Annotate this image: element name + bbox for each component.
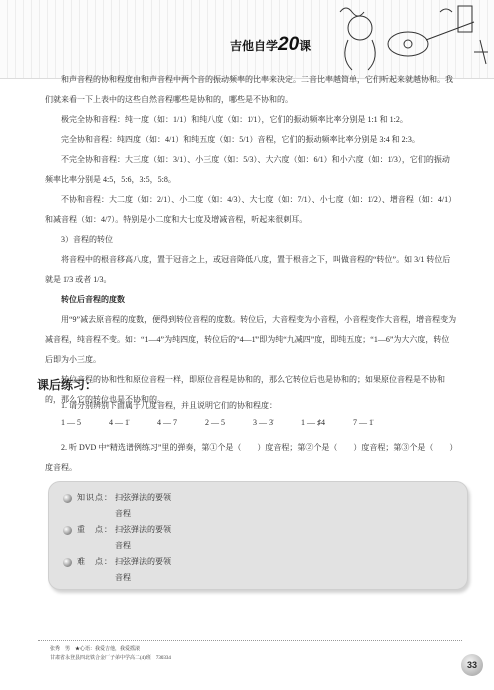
key-point-row [63, 554, 171, 570]
key-point-row [63, 522, 171, 538]
book-title-prefix: 吉他自学 [230, 39, 279, 53]
paragraph: 不完全协和音程：大三度（如：3/1）、小三度（如：5/3）、大六度（如：6/1）和小六度（如：1̇/3），它们的振动频率比率分别是 4:5，5:6，3:5，5:8。 [45, 155, 450, 184]
bullet-icon [63, 558, 72, 567]
paragraph: 3）音程的转位 [61, 235, 113, 244]
book-title [230, 34, 311, 56]
footer-line: 甘肃省永登县四北铁合金厂子弟中学高二(4)班 730334 [50, 656, 171, 661]
bullet-icon [63, 526, 72, 535]
interval-item: 1 — 5 [61, 418, 81, 427]
interval-item: 2 — 5 [205, 418, 225, 427]
book-title-suffix: 课 [299, 39, 312, 53]
key-point-continuation: 音程 [115, 573, 131, 582]
footer-line: 张秀 男 ★心语：我爱吉他，我爱摇滚 [50, 647, 141, 652]
key-point-label: 重 点： [77, 525, 113, 534]
exercise-question-2 [45, 438, 457, 478]
book-title-number: 20 [278, 34, 300, 55]
key-point-label: 知识点： [77, 493, 113, 502]
interval-item: 1 — ♯4 [301, 418, 325, 427]
paragraph: 完全协和音程：纯四度（如：4/1）和纯五度（如：5/1）音程，它们的振动频率比率分别是 3:4 和 2:3。 [61, 135, 420, 144]
key-point-value: 扫弦弹法的要领 [115, 525, 171, 534]
paragraph: 极完全协和音程：纯一度（如：1/1）和纯八度（如：1̇/1），它们的振动频率比率分别是 1:1 和 1:2。 [61, 115, 408, 124]
paragraph: 和声音程的协和程度由和声音程中两个音的振动频率的比率来决定。二音比率越简单，它们听起来就越协和。我们就来看一下上表中的这些自然音程哪些是协和的，哪些是不协和的。 [45, 75, 453, 104]
key-point-continuation: 音程 [115, 541, 131, 550]
interval-item: 4 — 7 [157, 418, 177, 427]
key-point-continuation: 音程 [115, 509, 131, 518]
bullet-icon [63, 494, 72, 503]
exercise-question-1-text: 1. 请分别辨别下面属于几度音程，并且说明它们的协和程度： [61, 401, 277, 410]
page-header [0, 0, 494, 79]
key-points-box [48, 481, 468, 590]
key-point-value: 扫弦弹法的要领 [115, 557, 171, 566]
paragraph: 转位音程的协和性和原位音程一样，即原位音程是协和的，那么它转位后也是协和的；如果原位音程是不协和的，那么它的转位也是不协和的。 [45, 375, 445, 404]
paragraph: 不协和音程：大二度（如：2/1）、小二度（如：4/3）、大七度（如：7/1）、小七度（如：1̇/2）、增音程（如：4/1）和减音程（如：4/7）。特别是小二度和大七度及增减音程，听起来很刺耳。 [45, 195, 457, 224]
interval-item: 7 — 1̇ [353, 418, 373, 427]
exercise-question-2-text: 2. 听 DVD 中“精选谱例练习”里的弹奏，第①个是（ ）度音程；第②个是（ ）度音程；第③个是（ ）度音程。 [45, 443, 454, 472]
main-text [45, 70, 457, 410]
footer-divider [38, 640, 462, 641]
exercise-question-1 [45, 396, 457, 416]
subsection-heading: 转位后音程的度数 [61, 295, 125, 304]
key-point-value: 扫弦弹法的要领 [115, 493, 171, 502]
footer-credit [50, 645, 171, 663]
interval-list [61, 418, 461, 427]
paragraph: 用“9”减去原音程的度数，便得到转位音程的度数。转位后，大音程变为小音程，小音程变作大音程，增音程变为减音程，纯音程不变。如：“1—4”为纯四度，转位后的“4—1̇”即为纯“九减四”度，即纯五度；“1—6”为大六度，转位后即为小三度。 [45, 315, 457, 364]
key-point-row [63, 490, 171, 506]
page-number: 33 [461, 654, 483, 676]
paragraph: 将音程中的根音移高八度，置于冠音之上，或冠音降低八度，置于根音之下，叫做音程的“转位”。如 3/1 转位后就是 1̇/3 或者 1/3。 [45, 255, 451, 284]
interval-item: 3 — 3̇ [253, 418, 273, 427]
key-point-label: 难 点： [77, 557, 113, 566]
guitar-illustration [330, 0, 494, 78]
interval-item: 4 — 1̇ [109, 418, 129, 427]
exercises-title: 课后练习： [37, 378, 98, 392]
